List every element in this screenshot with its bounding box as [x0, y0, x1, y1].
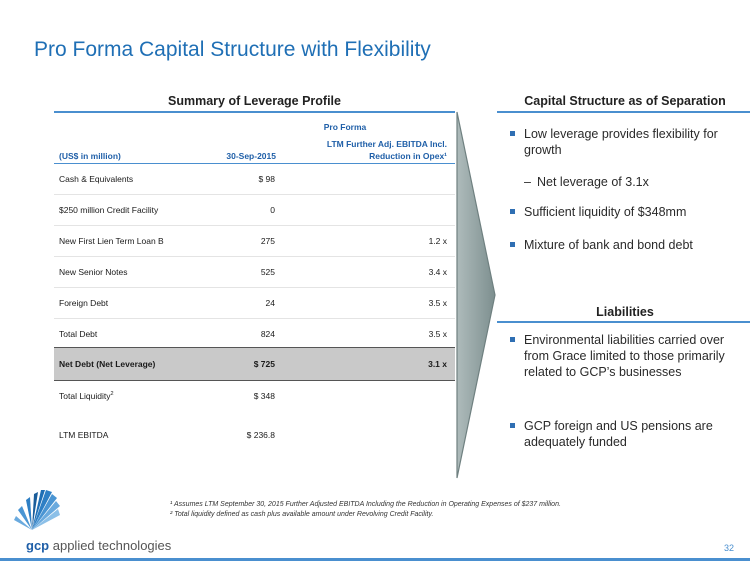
- square-bullet-icon: [510, 209, 515, 214]
- row-value-date: 525: [260, 267, 275, 277]
- row-label-superscript: 2: [110, 391, 114, 398]
- bullet-item: [510, 237, 740, 253]
- col-units-header: (US$ in million): [59, 151, 121, 161]
- row-value-date: $ 98: [258, 174, 275, 184]
- sub-bullet-text: Net leverage of 3.1x: [537, 175, 649, 189]
- company-rest: applied technologies: [49, 538, 172, 553]
- row-label-text: Total Liquidity: [59, 391, 111, 401]
- chevron-arrow-icon: [455, 110, 497, 480]
- table-row: [54, 164, 455, 195]
- row-label: Foreign Debt: [59, 298, 109, 308]
- square-bullet-icon: [510, 337, 515, 342]
- gcp-fan-logo-icon: [12, 488, 62, 534]
- square-bullet-icon: [510, 242, 515, 247]
- row-label: $250 million Credit Facility: [59, 205, 159, 215]
- table-row: [54, 288, 455, 319]
- row-value-ltm: 3.4 x: [428, 267, 447, 277]
- row-value-ltm: 3.5 x: [428, 298, 447, 308]
- sub-bullet-item: [524, 174, 734, 190]
- leverage-heading: Summary of Leverage Profile: [168, 94, 341, 108]
- table-row: [54, 257, 455, 288]
- row-label: Cash & Equivalents: [59, 174, 134, 184]
- row-label: New First Lien Term Loan B: [59, 236, 164, 246]
- dash-bullet-icon: –: [524, 175, 531, 189]
- bullet-text: Environmental liabilities carried over from Grace limited to those primarily related to GCP’s businesses: [524, 333, 725, 379]
- table-row: [54, 420, 455, 451]
- bullet-item: [510, 418, 725, 450]
- capital-heading-rule: [497, 111, 750, 113]
- liabilities-heading-rule: [497, 321, 750, 323]
- bullet-item: [510, 332, 740, 380]
- row-value-ltm: 3.5 x: [428, 329, 447, 339]
- table-row: [54, 319, 455, 350]
- square-bullet-icon: [510, 423, 515, 428]
- bullet-text: Sufficient liquidity of $348mm: [524, 205, 687, 219]
- slide-title: Pro Forma Capital Structure with Flexibility: [34, 38, 431, 61]
- footnote-1: ¹ Assumes LTM September 30, 2015 Further Adjusted EBITDA Including the Reduction in Operating Expenses of $237 million.: [170, 501, 561, 508]
- row-label: LTM EBITDA: [59, 430, 109, 440]
- col-ltm-header: LTM Further Adj. EBITDA Incl. Reduction in Opex¹: [326, 139, 447, 161]
- col-date-header: 30-Sep-2015: [226, 151, 276, 161]
- bullet-text: GCP foreign and US pensions are adequately funded: [524, 419, 713, 449]
- row-value-date: $ 236.8: [246, 430, 275, 440]
- bullet-item: [510, 126, 740, 158]
- row-label: New Senior Notes: [59, 267, 128, 277]
- row-value-date: 824: [260, 329, 275, 339]
- liabilities-heading: Liabilities: [596, 305, 654, 319]
- row-value-date: 0: [270, 205, 275, 215]
- row-value-date: $ 725: [253, 359, 275, 369]
- row-value-ltm: 1.2 x: [428, 236, 447, 246]
- row-value-ltm: 3.1 x: [428, 359, 447, 369]
- bullet-text: Mixture of bank and bond debt: [524, 238, 693, 252]
- row-value-date: 275: [260, 236, 275, 246]
- capital-heading: Capital Structure as of Separation: [524, 94, 726, 108]
- row-value-date: $ 348: [253, 391, 275, 401]
- square-bullet-icon: [510, 131, 515, 136]
- company-name: [26, 538, 171, 553]
- table-row: [54, 195, 455, 226]
- table-row: [54, 226, 455, 257]
- bullet-text: Low leverage provides flexibility for growth: [524, 127, 718, 157]
- row-label: Net Debt (Net Leverage): [59, 359, 156, 369]
- pro-forma-label: Pro Forma: [323, 122, 367, 132]
- footnotes: [170, 500, 561, 520]
- row-label: Total Debt: [59, 329, 98, 339]
- company-prefix: gcp: [26, 538, 50, 553]
- bullet-item: [510, 204, 740, 220]
- table-row-highlighted: [54, 347, 455, 381]
- table-row: [54, 381, 455, 412]
- row-value-date: 24: [265, 298, 275, 308]
- footnote-2: ² Total liquidity defined as cash plus available amount under Revolving Credit Facility.: [170, 511, 434, 518]
- bottom-rule: [0, 558, 750, 561]
- leverage-heading-rule: [54, 111, 455, 113]
- row-label: [59, 391, 114, 401]
- page-number: 32: [724, 543, 735, 553]
